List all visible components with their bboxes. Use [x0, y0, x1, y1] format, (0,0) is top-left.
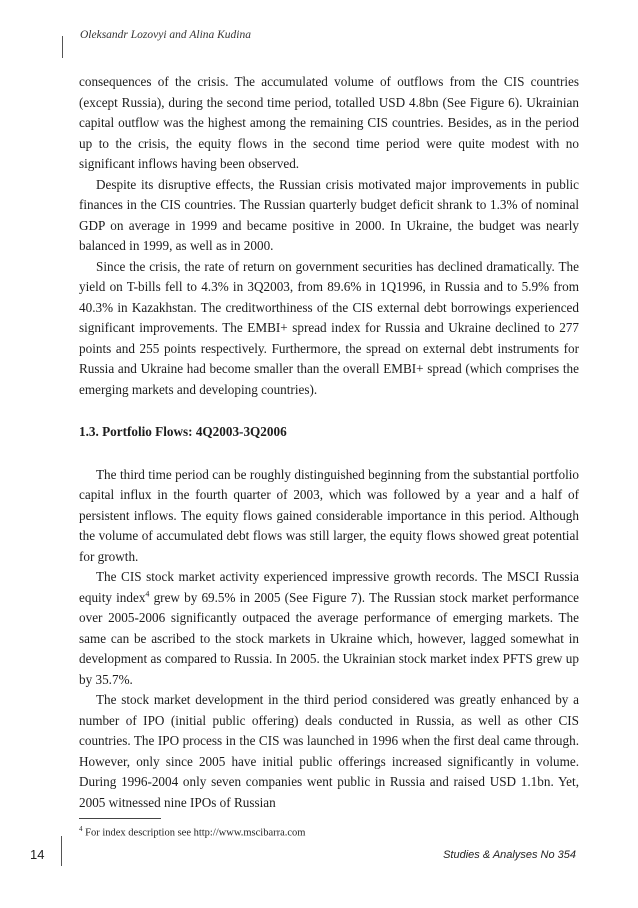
paragraph-4: The third time period can be roughly distinguished beginning from the substantial portfolio capital influx in the fourth quarter of 2003, which was followed by a year and a half of persistent inflows. The equity flows gained considerable importance in this period. Although the volume of accumulated debt flows was still larger, the equity flows showed great potential for growth.: [79, 466, 579, 564]
paragraph-3: Since the crisis, the rate of return on government securities has declined dramatically. The yield on T-bills fell to 4.3% in 3Q2003, from 89.6% in 1Q1996, in Russia and to 5.9% from 40.3% in Kazakhstan. The creditworthiness of the CIS external debt borrowings experienced significant improvements. The EMBI+ spread index for Russia and Ukraine declined to 277 points and 255 points respectively. Furthermore, the spread on external debt instruments for Russia and Ukraine had become smaller than the overall EMBI+ spread (which comprises the emerging markets and developing countries).: [79, 258, 579, 397]
footnote-reference[interactable]: 4: [145, 589, 150, 599]
footnote-rule: [79, 818, 161, 819]
paragraph-5-text-b: grew by 69.5% in 2005 (See Figure 7). The Russian stock market performance over 2005-2006 significantly outpaced the average performance of emerging markets. The same can be ascribed to the stock markets in Ukraine which, however, lagged somewhat in development as compared to Russia. In 2005. the Ukrainian stock market index PFTS grew up by 35.7%.: [79, 589, 579, 687]
paragraph-5: [79, 567, 579, 690]
article-body: [79, 72, 579, 813]
paragraph-1: consequences of the crisis. The accumulated volume of outflows from the CIS countries (except Russia), during the second time period, totalled USD 4.8bn (See Figure 6). Ukrainian capital outflow was the highest among the remaining CIS countries. Besides, as in the period up to the crisis, the equity flows in the second time period were quite modest with no significant inflows having been observed.: [79, 74, 579, 171]
running-head: Oleksandr Lozovyi and Alina Kudina: [80, 29, 252, 41]
paragraph-5-text-a: The CIS stock market activity experienced impressive growth records. The MSCI Russia equity index: [79, 569, 579, 605]
footer-vertical-rule: [61, 836, 62, 866]
footnote: [79, 825, 305, 839]
header-vertical-rule: [62, 36, 63, 58]
footnote-text: For index description see http://www.mscibarra.com: [82, 827, 306, 839]
paragraph-2: Despite its disruptive effects, the Russian crisis motivated major improvements in public finances in the CIS countries. The Russian quarterly budget deficit shrank to 1.3% of nominal GDP on average in 1999 and became positive in 2000. In Ukraine, the budget was nearly balanced in 1999, as well as in 2000.: [79, 176, 579, 253]
paragraph-6: The stock market development in the third period considered was greatly enhanced by a number of IPO (initial public offering) deals conducted in Russia, as well as other CIS countries. The IPO process in the CIS was launched in 1996 when the first deal came through. However, only since 2005 have initial public offerings increased significantly in volume. During 1996-2004 only seven companies went public in Russia and raised USD 1.1bn. Yet, 2005 witnessed nine IPOs of Russian: [79, 692, 579, 810]
section-heading: 1.3. Portfolio Flows: 4Q2003-3Q2006: [79, 424, 287, 439]
footnote-marker: 4: [79, 825, 83, 833]
series-label: Studies & Analyses No 354: [443, 849, 576, 861]
page-number: 14: [30, 847, 45, 862]
